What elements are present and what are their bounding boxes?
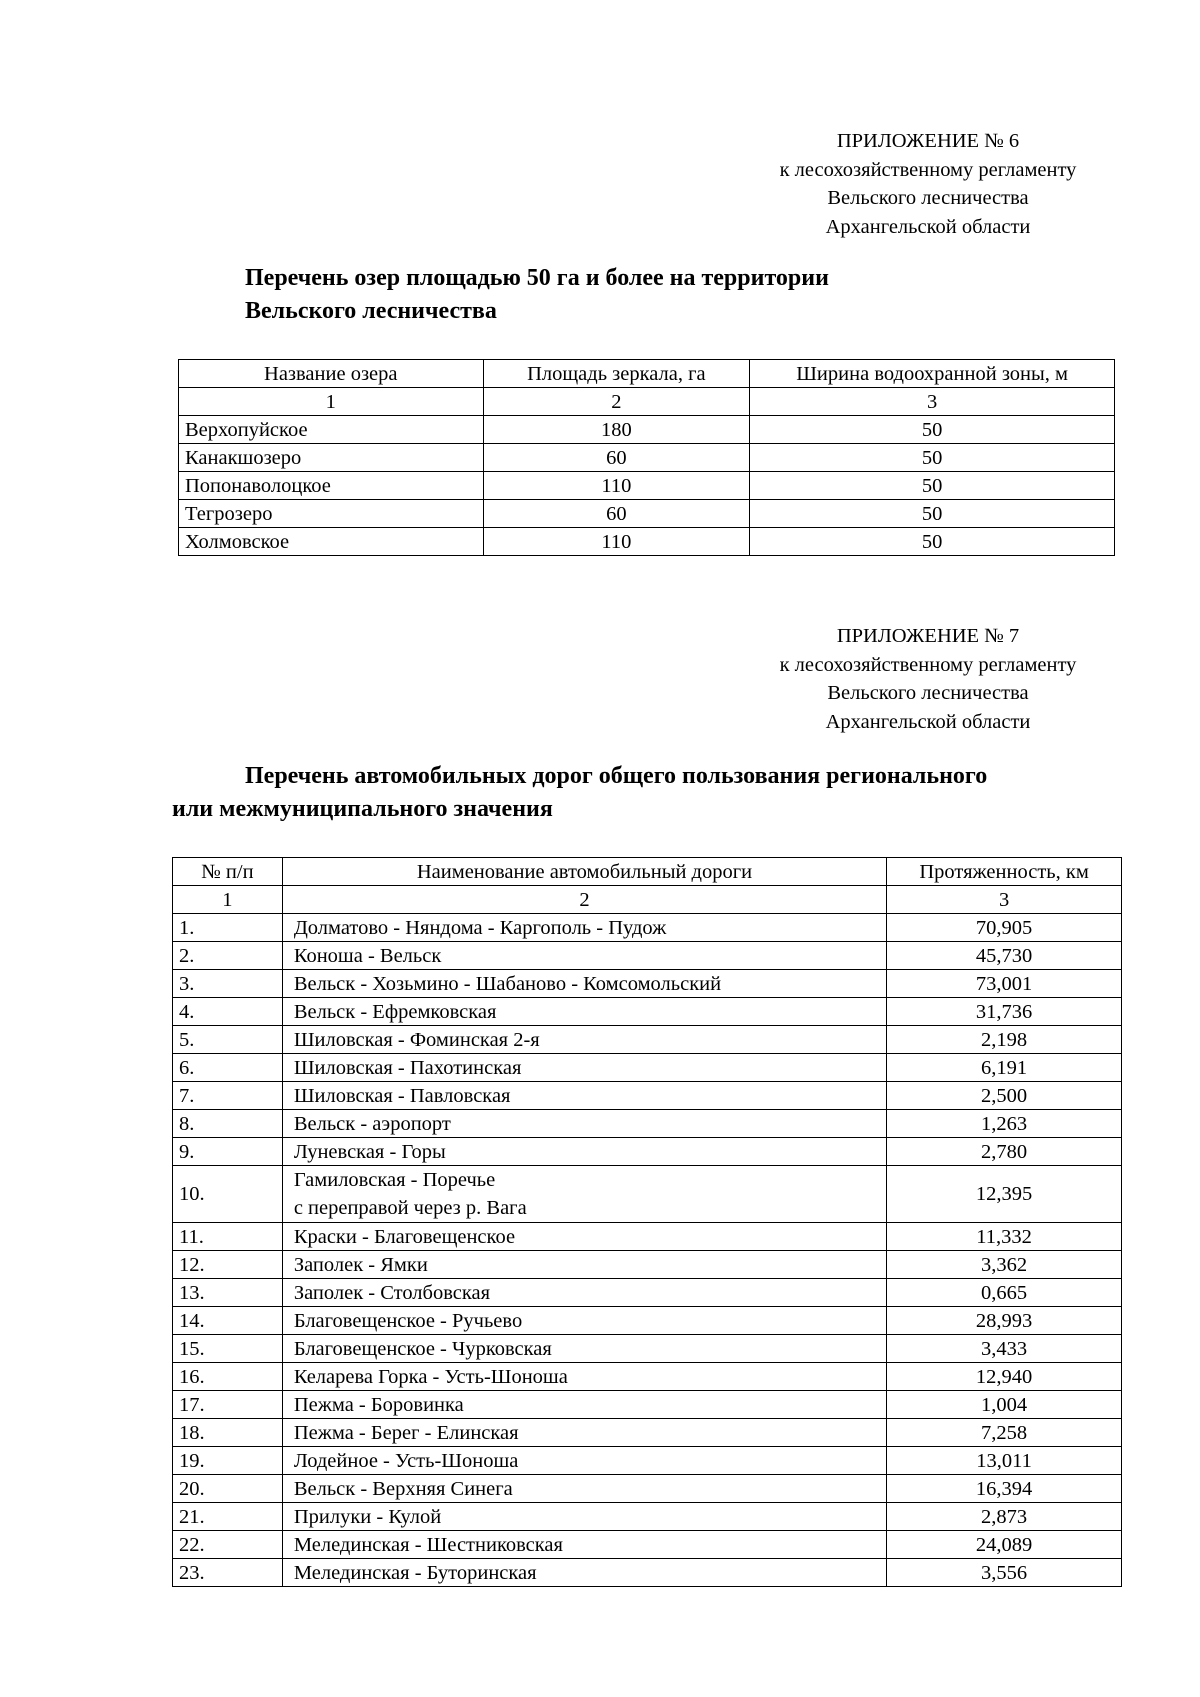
- table-row: [173, 1475, 1122, 1503]
- road-name-line: Заполек - Ямки: [293, 1253, 428, 1276]
- lakes-header-row: [179, 360, 1115, 388]
- lake-zone-width: 50: [750, 528, 1115, 556]
- lake-area: 180: [483, 416, 750, 444]
- road-name-line: Вельск - Ефремковская: [293, 1000, 497, 1023]
- table-row: [173, 1054, 1122, 1082]
- road-number: 8.: [173, 1110, 283, 1138]
- table-row: [173, 1110, 1122, 1138]
- appendix-6-line-4: Архангельской области: [825, 215, 1031, 238]
- road-name: [282, 970, 886, 998]
- road-name-line: Пежма - Берег - Елинская: [293, 1421, 519, 1444]
- lakes-table: [178, 359, 1115, 556]
- table-row: [173, 1503, 1122, 1531]
- road-length: 12,395: [887, 1166, 1122, 1223]
- lake-name: Тегрозеро: [179, 500, 484, 528]
- road-number: 15.: [173, 1335, 283, 1363]
- table-row: [173, 1335, 1122, 1363]
- lakes-table-body: [179, 416, 1115, 556]
- road-length: 13,011: [887, 1447, 1122, 1475]
- road-name-line: Лодейное - Усть-Шоноша: [293, 1449, 519, 1472]
- road-name-line: Вельск - Верхняя Синега: [293, 1477, 513, 1500]
- lake-area: 60: [483, 500, 750, 528]
- road-number: 12.: [173, 1251, 283, 1279]
- road-length: 1,004: [887, 1391, 1122, 1419]
- lake-area: 60: [483, 444, 750, 472]
- lakes-col-number: 1: [179, 388, 484, 416]
- road-number: 23.: [173, 1559, 283, 1587]
- lake-area: 110: [483, 528, 750, 556]
- table-row: [173, 1531, 1122, 1559]
- road-name: [282, 1054, 886, 1082]
- road-name: [282, 1335, 886, 1363]
- table-row: [173, 942, 1122, 970]
- lakes-col-number: 3: [750, 388, 1115, 416]
- road-length: 2,873: [887, 1503, 1122, 1531]
- roads-col-number: 2: [282, 886, 886, 914]
- road-name: [282, 1447, 886, 1475]
- lake-zone-width: 50: [750, 472, 1115, 500]
- road-length: 2,198: [887, 1026, 1122, 1054]
- road-name: [282, 1138, 886, 1166]
- table-row: [173, 970, 1122, 998]
- roads-title: [172, 760, 1132, 826]
- road-name: [282, 1391, 886, 1419]
- road-name: [282, 1363, 886, 1391]
- table-row: [179, 416, 1115, 444]
- road-name-line: Краски - Благовещенское: [293, 1225, 516, 1248]
- lake-zone-width: 50: [750, 500, 1115, 528]
- appendix-6-number: ПРИЛОЖЕНИЕ № 6: [836, 130, 1020, 152]
- table-row: [173, 998, 1122, 1026]
- road-number: 21.: [173, 1503, 283, 1531]
- table-row: [179, 444, 1115, 472]
- appendix-7-line-3: Вельского лесничества: [827, 682, 1029, 704]
- road-name-line: Луневская - Горы: [293, 1140, 446, 1163]
- road-name-line: с переправой через р. Вага: [293, 1197, 527, 1219]
- road-number: 19.: [173, 1447, 283, 1475]
- roads-header-number: № п/п: [173, 858, 283, 886]
- road-number: 16.: [173, 1363, 283, 1391]
- road-number: 17.: [173, 1391, 283, 1419]
- table-row: [173, 1307, 1122, 1335]
- road-length: 24,089: [887, 1531, 1122, 1559]
- table-row: [173, 1363, 1122, 1391]
- roads-header-length: Протяженность, км: [887, 858, 1122, 886]
- lake-name: Холмовское: [179, 528, 484, 556]
- appendix-7-line-4: Архангельской области: [825, 710, 1031, 733]
- road-name-line: Пежма - Боровинка: [293, 1393, 464, 1416]
- lake-zone-width: 50: [750, 444, 1115, 472]
- table-row: [173, 1391, 1122, 1419]
- road-length: 6,191: [887, 1054, 1122, 1082]
- roads-table-body: [173, 914, 1122, 1587]
- road-name-line: Благовещенское - Чурковская: [293, 1337, 552, 1360]
- road-number: 10.: [173, 1166, 283, 1223]
- road-length: 28,993: [887, 1307, 1122, 1335]
- roads-title-line-1: Перечень автомобильных дорог общего пользования регионального: [245, 763, 988, 789]
- table-row: [173, 914, 1122, 942]
- lakes-col-number-row: [179, 388, 1115, 416]
- roads-header-name: Наименование автомобильный дороги: [282, 858, 886, 886]
- table-row: [179, 500, 1115, 528]
- road-length: 0,665: [887, 1279, 1122, 1307]
- roads-header-row: [173, 858, 1122, 886]
- road-number: 6.: [173, 1054, 283, 1082]
- table-row: [173, 1419, 1122, 1447]
- lakes-header-zone: Ширина водоохранной зоны, м: [750, 360, 1115, 388]
- road-name: [282, 1419, 886, 1447]
- road-name-line: Вельск - аэропорт: [293, 1112, 451, 1135]
- appendix-6-header: [728, 127, 1128, 241]
- road-name: [282, 1475, 886, 1503]
- road-number: 11.: [173, 1223, 283, 1251]
- road-length: 31,736: [887, 998, 1122, 1026]
- road-length: 73,001: [887, 970, 1122, 998]
- road-number: 2.: [173, 942, 283, 970]
- roads-title-line-2: или межмуниципального значения: [172, 796, 553, 822]
- road-name: [282, 998, 886, 1026]
- road-length: 7,258: [887, 1419, 1122, 1447]
- lakes-col-number: 2: [483, 388, 750, 416]
- road-number: 1.: [173, 914, 283, 942]
- road-name-line: Шиловская - Павловская: [293, 1084, 511, 1107]
- road-number: 20.: [173, 1475, 283, 1503]
- road-length: 11,332: [887, 1223, 1122, 1251]
- road-length: 2,500: [887, 1082, 1122, 1110]
- lakes-title: [245, 262, 1005, 328]
- appendix-6-line-2: к лесохозяйственному регламенту: [779, 158, 1077, 181]
- lake-name: Попонаволоцкое: [179, 472, 484, 500]
- roads-col-number: 3: [887, 886, 1122, 914]
- table-row: [173, 1082, 1122, 1110]
- road-name: [282, 1110, 886, 1138]
- road-length: 70,905: [887, 914, 1122, 942]
- table-row: [173, 1279, 1122, 1307]
- road-name-line: Благовещенское - Ручьево: [293, 1309, 523, 1332]
- appendix-7-number: ПРИЛОЖЕНИЕ № 7: [836, 625, 1020, 647]
- table-row: [179, 472, 1115, 500]
- appendix-6-line-3: Вельского лесничества: [827, 187, 1029, 209]
- table-row: [179, 528, 1115, 556]
- road-number: 5.: [173, 1026, 283, 1054]
- road-length: 3,362: [887, 1251, 1122, 1279]
- table-row: [173, 1223, 1122, 1251]
- table-row: [173, 1026, 1122, 1054]
- road-name-line: Заполек - Столбовская: [293, 1281, 491, 1304]
- table-row: [173, 1166, 1122, 1223]
- road-name: [282, 1082, 886, 1110]
- table-row: [173, 1138, 1122, 1166]
- road-name: [282, 914, 886, 942]
- table-row: [173, 1447, 1122, 1475]
- roads-col-number: 1: [173, 886, 283, 914]
- roads-table: [172, 857, 1122, 1587]
- road-length: 3,433: [887, 1335, 1122, 1363]
- table-row: [173, 1559, 1122, 1587]
- road-length: 45,730: [887, 942, 1122, 970]
- appendix-7-line-2: к лесохозяйственному регламенту: [779, 653, 1077, 676]
- road-number: 22.: [173, 1531, 283, 1559]
- table-row: [173, 1251, 1122, 1279]
- road-length: 2,780: [887, 1138, 1122, 1166]
- road-name: [282, 942, 886, 970]
- lakes-title-line-2: Вельского лесничества: [245, 298, 497, 324]
- lakes-header-name: Название озера: [179, 360, 484, 388]
- lakes-title-line-1: Перечень озер площадью 50 га и более на территории: [245, 265, 829, 291]
- road-name: [282, 1279, 886, 1307]
- road-number: 9.: [173, 1138, 283, 1166]
- road-name-line: Мелединская - Шестниковская: [293, 1533, 563, 1556]
- road-length: 12,940: [887, 1363, 1122, 1391]
- lake-name: Канакшозеро: [179, 444, 484, 472]
- roads-col-number-row: [173, 886, 1122, 914]
- road-name-line: Коноша - Вельск: [293, 944, 442, 967]
- road-number: 14.: [173, 1307, 283, 1335]
- road-name-line: Шиловская - Фоминская 2-я: [293, 1028, 540, 1051]
- road-name: [282, 1223, 886, 1251]
- road-name-line: Гамиловская - Поречье: [293, 1169, 496, 1191]
- road-length: 1,263: [887, 1110, 1122, 1138]
- road-number: 13.: [173, 1279, 283, 1307]
- lake-name: Верхопуйское: [179, 416, 484, 444]
- road-name: [282, 1503, 886, 1531]
- road-name: [282, 1559, 886, 1587]
- road-number: 3.: [173, 970, 283, 998]
- road-name-line: Шиловская - Пахотинская: [293, 1056, 522, 1079]
- road-name-line: Вельск - Хозьмино - Шабаново - Комсомольский: [293, 972, 722, 995]
- lakes-header-area: Площадь зеркала, га: [483, 360, 750, 388]
- road-name: [282, 1251, 886, 1279]
- road-name-line: Келарева Горка - Усть-Шоноша: [293, 1365, 568, 1388]
- road-length: 16,394: [887, 1475, 1122, 1503]
- road-length: 3,556: [887, 1559, 1122, 1587]
- road-name-line: Долматово - Няндома - Каргополь - Пудож: [293, 916, 667, 939]
- road-number: 4.: [173, 998, 283, 1026]
- road-name: [282, 1166, 886, 1223]
- road-number: 18.: [173, 1419, 283, 1447]
- appendix-7-header: [728, 622, 1128, 736]
- road-name-line: Мелединская - Буторинская: [293, 1561, 537, 1584]
- road-name: [282, 1307, 886, 1335]
- road-name: [282, 1026, 886, 1054]
- road-number: 7.: [173, 1082, 283, 1110]
- lake-zone-width: 50: [750, 416, 1115, 444]
- road-name: [282, 1531, 886, 1559]
- lake-area: 110: [483, 472, 750, 500]
- road-name-line: Прилуки - Кулой: [293, 1505, 442, 1528]
